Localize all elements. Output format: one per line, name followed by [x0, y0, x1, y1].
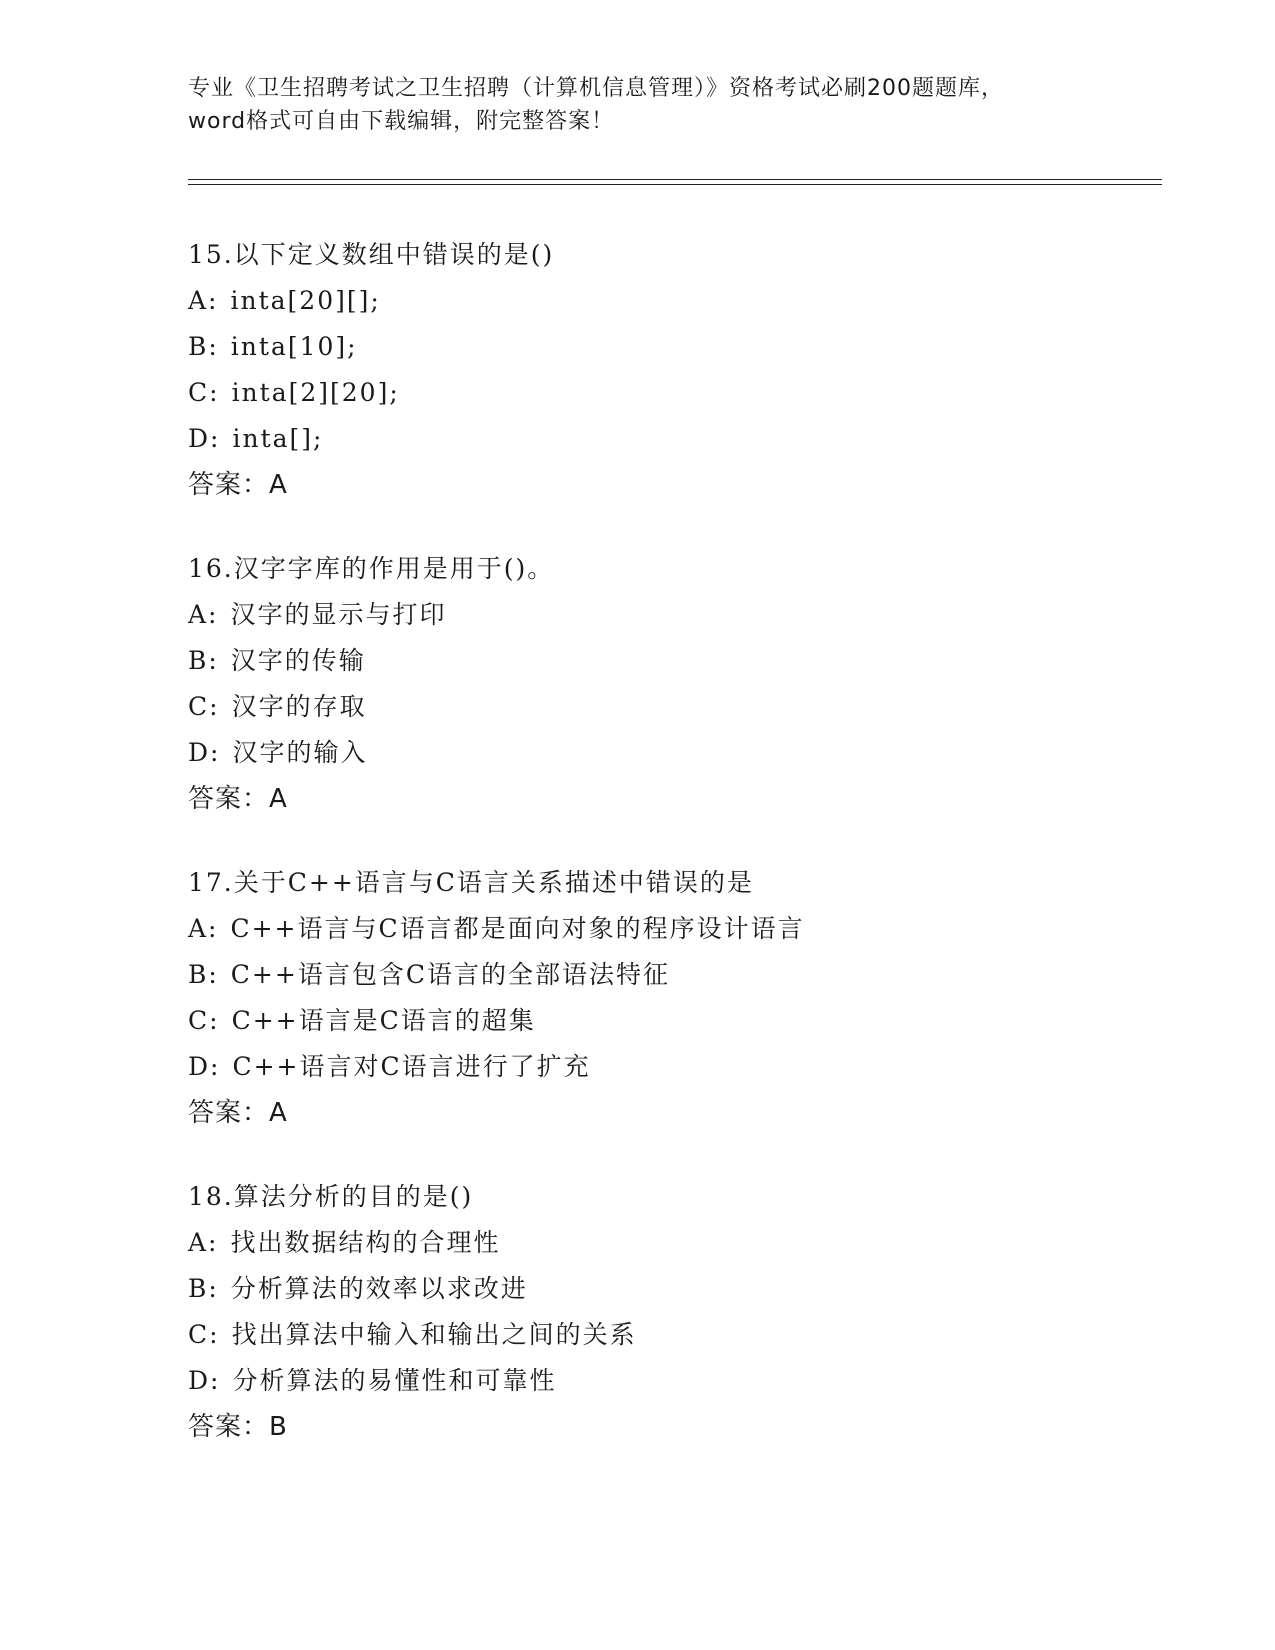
option-text: 找出数据结构的合理性: [230, 1228, 501, 1257]
option-c: [188, 998, 1148, 1044]
option-c: [188, 684, 1148, 730]
answer: 答案：A: [188, 1098, 288, 1128]
option-text: inta[];: [232, 424, 324, 453]
option-label: B:: [188, 332, 219, 361]
option-text: 汉字的存取: [231, 692, 367, 721]
option-text: 汉字的传输: [230, 646, 366, 675]
option-a: [188, 1220, 1148, 1266]
question-stem: 15.以下定义数组中错误的是(): [188, 240, 555, 269]
option-d: [188, 730, 1148, 776]
option-label: B:: [188, 1274, 219, 1303]
option-text: inta[20][];: [230, 286, 381, 315]
option-text: 分析算法的效率以求改进: [230, 1274, 528, 1303]
option-label: D:: [188, 1366, 221, 1395]
option-label: B:: [188, 960, 219, 989]
document-header: [188, 72, 1088, 138]
header-line-1: 专业《卫生招聘考试之卫生招聘（计算机信息管理）》资格考试必刷200题题库，: [188, 76, 1004, 101]
option-text: C++语言包含C语言的全部语法特征: [230, 960, 670, 989]
option-label: D:: [188, 1052, 221, 1081]
question-stem: 16.汉字字库的作用是用于()。: [188, 554, 555, 583]
option-label: D:: [188, 738, 221, 767]
header-divider-bottom: [188, 184, 1162, 185]
option-d: [188, 416, 1148, 462]
option-d: [188, 1044, 1148, 1090]
option-text: 汉字的输入: [232, 738, 368, 767]
option-label: C:: [188, 378, 220, 407]
option-label: D:: [188, 424, 221, 453]
option-a: [188, 592, 1148, 638]
question-block: [188, 232, 1148, 508]
option-c: [188, 370, 1148, 416]
option-b: [188, 952, 1148, 998]
option-label: A:: [188, 1228, 219, 1257]
option-text: inta[10];: [230, 332, 358, 361]
option-d: [188, 1358, 1148, 1404]
answer: 答案：A: [188, 470, 288, 500]
option-text: C++语言对C语言进行了扩充: [232, 1052, 591, 1081]
answer: 答案：B: [188, 1412, 288, 1442]
question-stem: 17.关于C++语言与C语言关系描述中错误的是: [188, 868, 754, 897]
option-text: inta[2][20];: [231, 378, 400, 407]
option-b: [188, 324, 1148, 370]
option-text: C++语言与C语言都是面向对象的程序设计语言: [230, 914, 805, 943]
option-b: [188, 638, 1148, 684]
question-block: [188, 546, 1148, 822]
option-text: 分析算法的易懂性和可靠性: [232, 1366, 557, 1395]
header-divider-top: [188, 179, 1162, 180]
option-label: A:: [188, 600, 219, 629]
option-label: B:: [188, 646, 219, 675]
option-label: A:: [188, 286, 219, 315]
option-label: C:: [188, 1320, 220, 1349]
question-stem: 18.算法分析的目的是(): [188, 1182, 474, 1211]
option-c: [188, 1312, 1148, 1358]
option-label: C:: [188, 692, 220, 721]
option-text: 汉字的显示与打印: [230, 600, 447, 629]
option-label: A:: [188, 914, 219, 943]
question-block: [188, 1174, 1148, 1450]
option-a: [188, 906, 1148, 952]
option-text: C++语言是C语言的超集: [231, 1006, 536, 1035]
option-text: 找出算法中输入和输出之间的关系: [231, 1320, 637, 1349]
option-a: [188, 278, 1148, 324]
option-b: [188, 1266, 1148, 1312]
header-line-2: word格式可自由下载编辑，附完整答案！: [188, 109, 615, 134]
option-label: C:: [188, 1006, 220, 1035]
question-block: [188, 860, 1148, 1136]
answer: 答案：A: [188, 784, 288, 814]
